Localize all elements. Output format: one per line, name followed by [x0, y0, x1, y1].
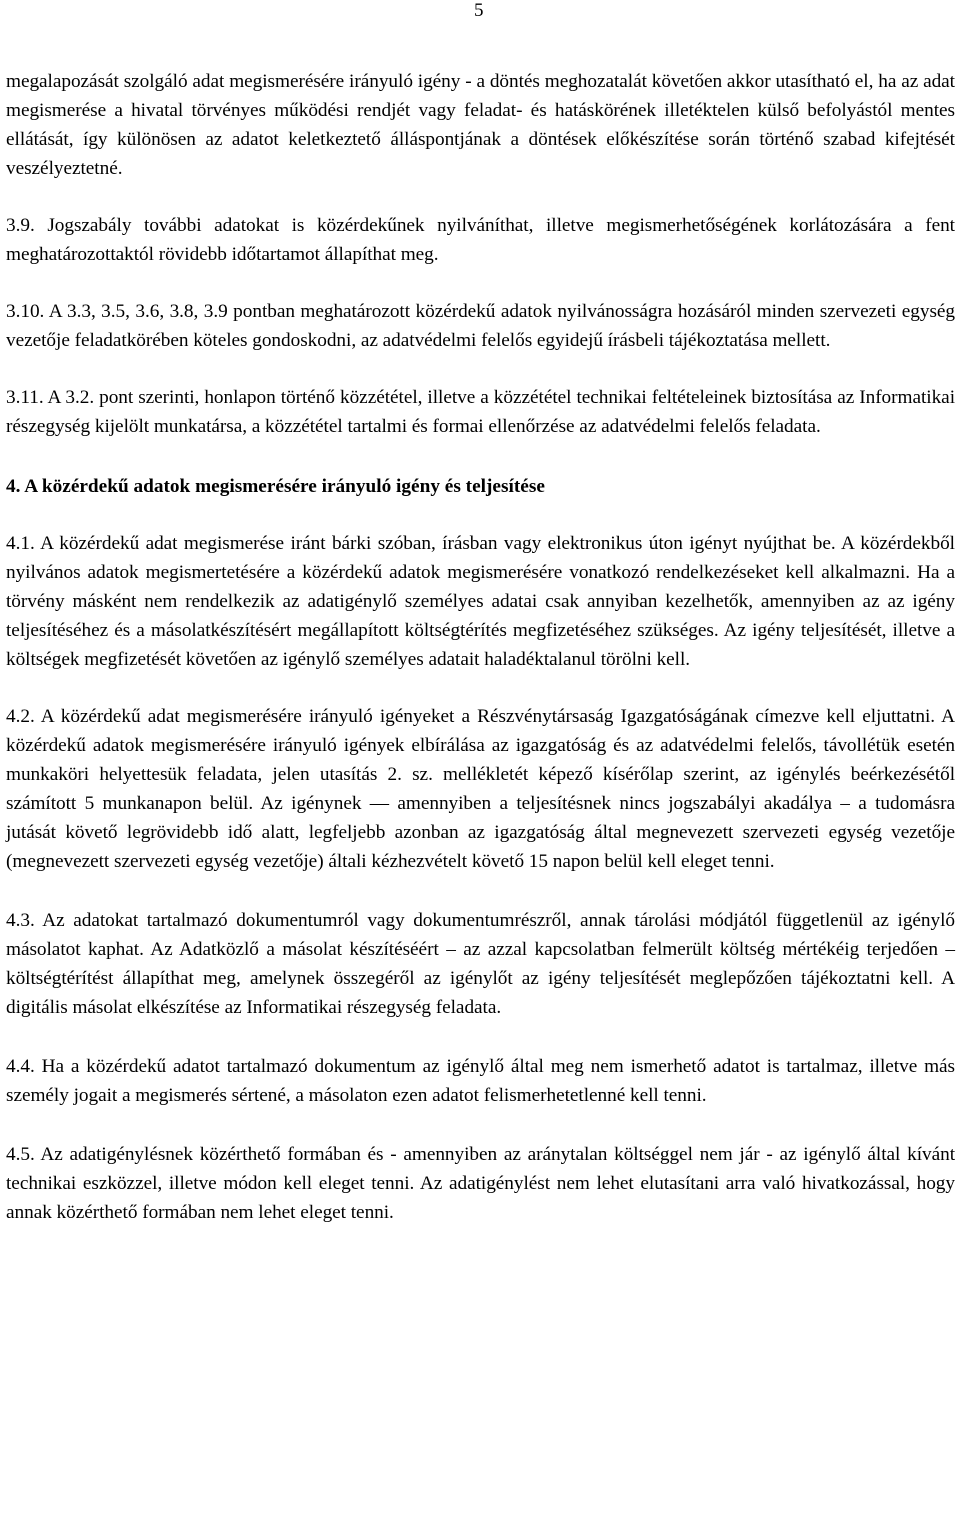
paragraph-4-5: 4.5. Az adatigénylésnek közérthető formában és - amennyiben az aránytalan költséggel nem jár - az igénylő által kívánt technikai eszközzel, illetve módon kell eleget tenni. Az adatigénylést nem lehet elutasítani arra való hivatkozással, hogy annak közérthető formában nem lehet eleget tenni. — [6, 1144, 955, 1223]
paragraph-4-4: 4.4. Ha a közérdekű adatot tartalmazó dokumentum az igénylő által meg nem ismerhető adatot is tartalmaz, illetve más személy jogait a megismerés sértené, a másolaton ezen adatot felismerhetetlenné kell tenni. — [6, 1056, 955, 1106]
paragraph-4-3: 4.3. Az adatokat tartalmazó dokumentumról vagy dokumentumrészről, annak tárolási módjától függetlenül az igénylő másolatot kaphat. Az Adatközlő a másolat készítéséért – az azzal kapcsolatban felmerült költség mértékéig terjedően – költségtérítést állapíthat meg, amelynek összegéről az igénylőt az igény teljesítését meglepőzően tájékoztatni kell. A digitális másolat elkészítése az Informatikai részegység feladata. — [6, 910, 955, 1018]
paragraph-4-1: 4.1. A közérdekű adat megismerése iránt bárki szóban, írásban vagy elektronikus úton igényt nyújthat be. A közérdekből nyilvános adatok megismertetésére a közérdekű adatok megismerésére vonatkozó rendelkezéseket kell alkalmazni. Ha a törvény másként nem rendelkezik az adatigénylő személyes adatai csak annyiban kezelhetők, amennyiben az az igény teljesítéséhez és a másolatkészítésért megállapított költségtérítés megfizetéséhez szükséges. Az igény teljesítését, illetve a költségek megfizetését követően az igénylő személyes adatait haladéktalanul törölni kell. — [6, 533, 955, 670]
page-number: 5 — [474, 0, 484, 21]
paragraph-3-9: 3.9. Jogszabály további adatokat is közérdekűnek nyilváníthat, illetve megismerhetőségének korlátozására a fent meghatározottaktól rövidebb időtartamot állapíthat meg. — [6, 215, 955, 265]
paragraph-3-10: 3.10. A 3.3, 3.5, 3.6, 3.8, 3.9 pontban meghatározott közérdekű adatok nyilvánosságra hozásáról minden szervezeti egység vezetője feladatkörében köteles gondoskodni, az adatvédelmi felelős egyidejű írásbeli tájékoztatása mellett. — [6, 301, 955, 351]
section-heading-4: 4. A közérdekű adatok megismerésére irányuló igény és teljesítése — [6, 476, 545, 497]
document-body — [6, 67, 955, 1227]
paragraph-4-2: 4.2. A közérdekű adat megismerésére irányuló igényeket a Részvénytársaság Igazgatóságának címezve kell eljuttatni. A közérdekű adatok megismerésére irányuló igények elbírálása az igazgatóság és az adatvédelmi felelős, távollétük esetén munkaköri helyettesük feladata, jelen utasítás 2. sz. mellékletét képező kísérőlap szerint, az igénylés beérkezésétől számított 5 munkanapon belül. Az igénynek — amennyiben a teljesítésnek nincs jogszabályi akadálya – a tudomásra jutását követő legrövidebb idő alatt, legfeljebb azonban az igazgatóság által megnevezett szervezeti egység vezetője (megnevezett szervezeti egység vezetője) általi kézhezvételt követő 15 napon belül kell eleget tenni. — [6, 706, 955, 872]
paragraph-intro: megalapozását szolgáló adat megismerésére irányuló igény - a döntés meghozatalát követően akkor utasítható el, ha az adat megismerése a hivatal törvényes működési rendjét vagy feladat- és hatáskörének illetéktelen külső befolyástól mentes ellátását, így különösen az adatot keletkeztető álláspontjának a döntések előkészítése során történő szabad kifejtését veszélyeztetné. — [6, 71, 955, 179]
paragraph-3-11: 3.11. A 3.2. pont szerinti, honlapon történő közzététel, illetve a közzététel technikai feltételeinek biztosítása az Informatikai részegység kijelölt munkatársa, a közzététel tartalmi és formai ellenőrzése az adatvédelmi felelős feladata. — [6, 387, 955, 437]
